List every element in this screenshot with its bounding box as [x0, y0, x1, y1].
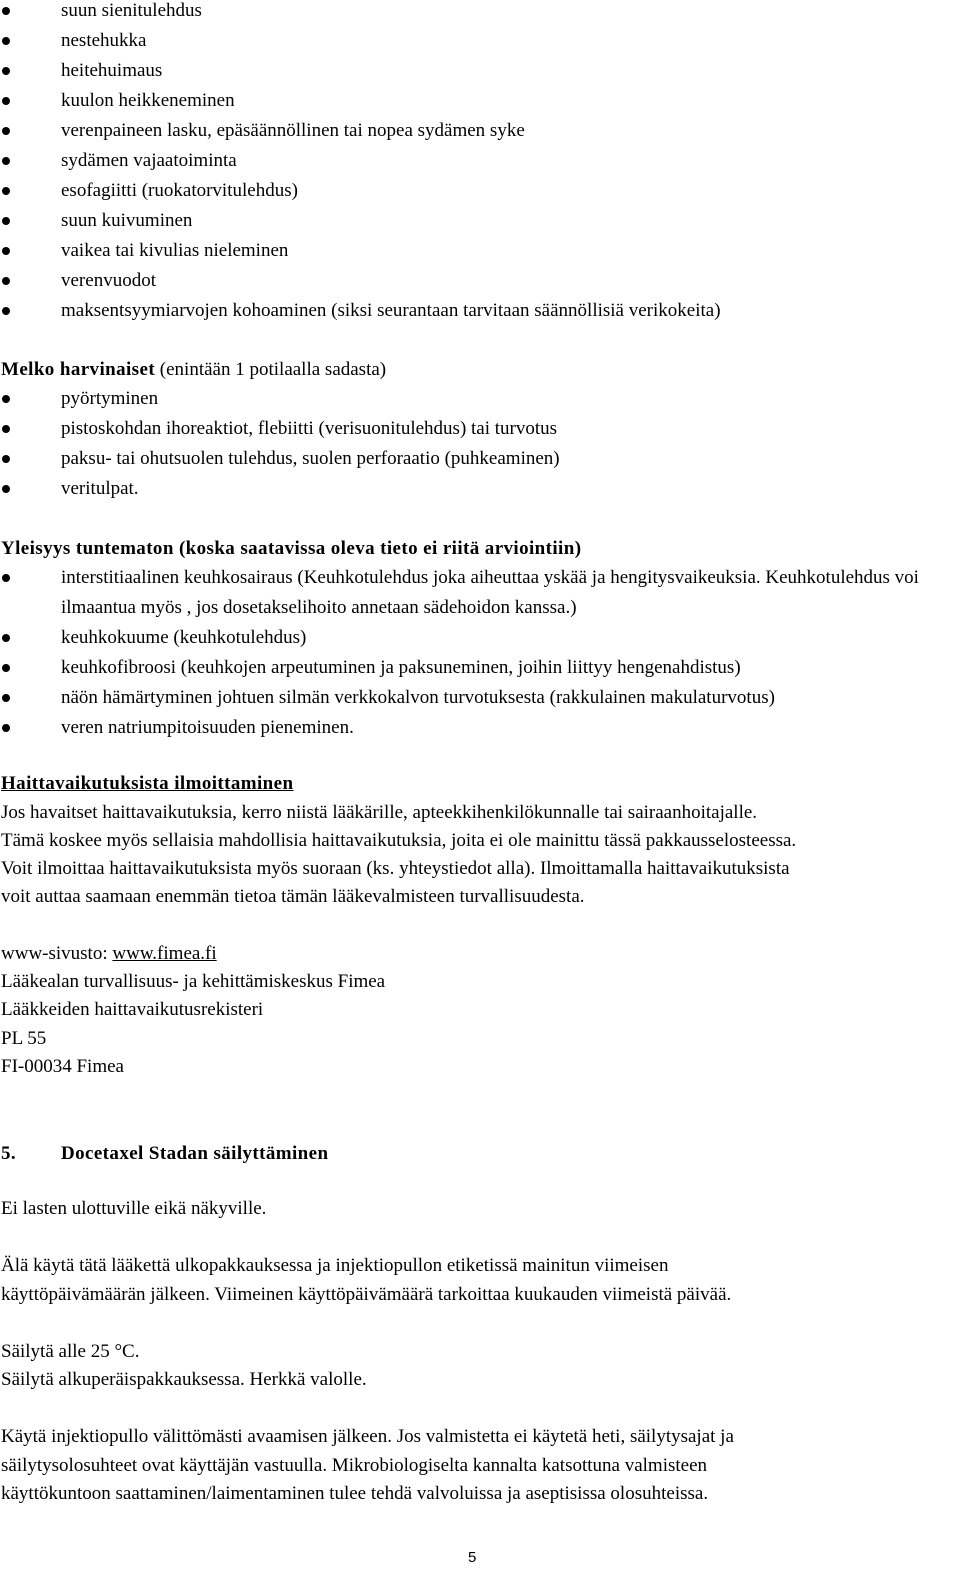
bullet-icon [2, 247, 10, 255]
address-line: PL 55 [1, 1028, 47, 1049]
section-5-heading: 5. Docetaxel Stadan säilyttäminen [1, 1143, 329, 1164]
bullet-icon [2, 67, 10, 75]
storage-text-line: käyttöpäivämäärän jälkeen. Viimeinen käyttöpäivämäärä tarkoittaa kuukauden viimeistä päivää. [1, 1284, 732, 1305]
website-line: www-sivusto: www.fimea.fi [1, 943, 217, 964]
list-item: verenpaineen lasku, epäsäännöllinen tai nopea sydämen syke [0, 116, 721, 146]
list-item: vaikea tai kivulias nieleminen [0, 236, 721, 266]
list-item: verenvuodot [0, 266, 721, 296]
address-line: FI-00034 Fimea [1, 1056, 124, 1077]
address-line: Lääkealan turvallisuus- ja kehittämiskeskus Fimea [1, 971, 386, 992]
storage-text-line: Säilytä alkuperäispakkauksessa. Herkkä valolle. [1, 1369, 367, 1390]
bullet-icon [2, 395, 10, 403]
bullet-icon [2, 97, 10, 105]
list-item: keuhkokuume (keuhkotulehdus) [0, 623, 960, 653]
storage-text-line: Säilytä alle 25 °C. [1, 1341, 140, 1362]
bullet-icon [2, 724, 10, 732]
reporting-text-line: voit auttaa saamaan enemmän tietoa tämän lääkevalmisteen turvallisuudesta. [1, 886, 585, 907]
bullet-icon [2, 127, 10, 135]
list-item: kuulon heikkeneminen [0, 86, 721, 116]
list-item: interstitiaalinen keuhkosairaus (Keuhkotulehdus joka aiheuttaa yskää ja hengitysvaikeuksia. Keuhkotulehdus voi ilmaantua myös , jos dosetakselihoito annetaan sädehoidon kanssa.) [0, 563, 960, 623]
fimea-link[interactable]: www.fimea.fi [112, 943, 217, 964]
bullet-icon [2, 694, 10, 702]
bullet-icon [2, 455, 10, 463]
list-item: esofagiitti (ruokatorvitulehdus) [0, 176, 721, 206]
list-item: pistoskohdan ihoreaktiot, flebiitti (verisuonitulehdus) tai turvotus [0, 414, 560, 444]
reporting-heading: Haittavaikutuksista ilmoittaminen [1, 773, 294, 794]
storage-text-line: säilytysolosuhteet ovat käyttäjän vastuulla. Mikrobiologiselta kannalta katsottuna valmisteen [1, 1455, 708, 1476]
storage-text-line: Käytä injektiopullo välittömästi avaamisen jälkeen. Jos valmistetta ei käytetä heti, säilytysajat ja [1, 1426, 734, 1447]
storage-text-line: Älä käytä tätä lääkettä ulkopakkauksessa ja injektiopullon etiketissä mainitun viimeisen [1, 1255, 669, 1276]
unknown-frequency-heading: Yleisyys tuntematon (koska saatavissa oleva tieto ei riitä arviointiin) [1, 538, 582, 559]
bullet-icon [2, 277, 10, 285]
list-item: paksu- tai ohutsuolen tulehdus, suolen perforaatio (puhkeaminen) [0, 444, 560, 474]
common-side-effects-list [0, 0, 721, 326]
bullet-icon [2, 664, 10, 672]
reporting-text-line: Voit ilmoittaa haittavaikutuksista myös suoraan (ks. yhteystiedot alla). Ilmoittamalla haittavaikutuksista [1, 858, 790, 879]
unknown-frequency-list [0, 563, 960, 743]
list-item: pyörtyminen [0, 384, 560, 414]
bullet-icon [2, 37, 10, 45]
bullet-icon [2, 7, 10, 15]
list-item: heitehuimaus [0, 56, 721, 86]
reporting-text-line: Jos havaitset haittavaikutuksia, kerro niistä lääkärille, apteekkihenkilökunnalle tai sairaanhoitajalle. [1, 802, 758, 823]
list-item: sydämen vajaatoiminta [0, 146, 721, 176]
list-item: keuhkofibroosi (keuhkojen arpeutuminen ja paksuneminen, joihin liittyy hengenahdistus) [0, 653, 960, 683]
page-number: 5 [468, 1549, 477, 1566]
list-item: näön hämärtyminen johtuen silmän verkkokalvon turvotuksesta (rakkulainen makulaturvotus) [0, 683, 960, 713]
list-item: veritulpat. [0, 474, 560, 504]
address-line: Lääkkeiden haittavaikutusrekisteri [1, 999, 264, 1020]
uncommon-side-effects-list [0, 384, 560, 504]
bullet-icon [2, 157, 10, 165]
list-item: maksentsyymiarvojen kohoaminen (siksi seurantaan tarvitaan säännöllisiä verikokeita) [0, 296, 721, 326]
bullet-icon [2, 425, 10, 433]
list-item: nestehukka [0, 26, 721, 56]
bullet-icon [2, 217, 10, 225]
list-item: veren natriumpitoisuuden pieneminen. [0, 713, 960, 743]
bullet-icon [2, 307, 10, 315]
list-item: suun sienitulehdus [0, 0, 721, 26]
storage-text-line: Ei lasten ulottuville eikä näkyville. [1, 1198, 267, 1219]
bullet-icon [2, 634, 10, 642]
storage-text-line: käyttökuntoon saattaminen/laimentaminen tulee tehdä valvoluissa ja aseptisissa olosuhteissa. [1, 1483, 709, 1504]
bullet-icon [2, 574, 10, 582]
reporting-text-line: Tämä koskee myös sellaisia mahdollisia haittavaikutuksia, joita ei ole mainittu tässä pakkausselosteessa. [1, 830, 797, 851]
bullet-icon [2, 485, 10, 493]
list-item: suun kuivuminen [0, 206, 721, 236]
uncommon-heading: Melko harvinaiset (enintään 1 potilaalla sadasta) [1, 359, 387, 380]
bullet-icon [2, 187, 10, 195]
